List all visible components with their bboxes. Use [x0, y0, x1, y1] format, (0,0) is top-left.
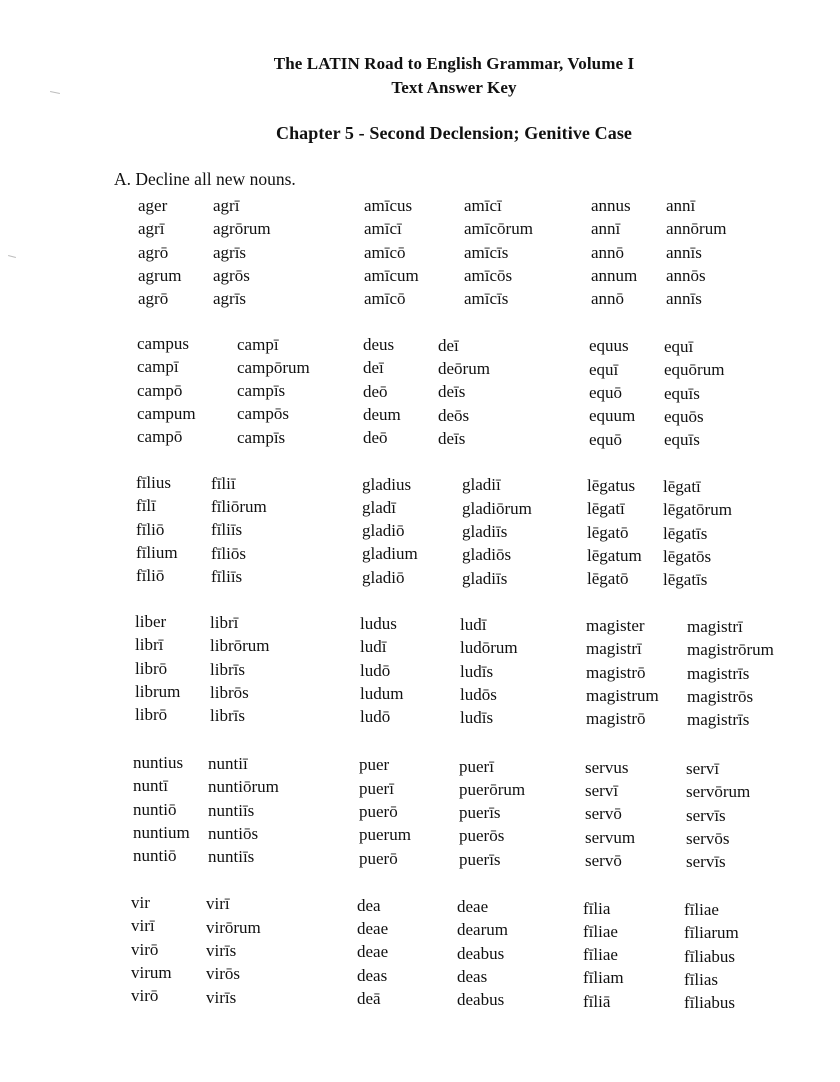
declension-row [0, 800, 840, 823]
noun-form: equus [589, 336, 629, 356]
declension-row [0, 962, 840, 989]
noun-form: librōrum [210, 636, 270, 656]
noun-form: puerī [359, 778, 394, 798]
noun-form: equīs [664, 383, 700, 403]
noun-form: equōs [664, 406, 704, 426]
noun-form: puerōrum [459, 779, 526, 799]
declension-row [0, 266, 840, 289]
noun-form: liber [135, 612, 167, 631]
noun-form: magister [586, 616, 645, 635]
declension-row [0, 404, 840, 427]
noun-form: magistrīs [687, 710, 750, 730]
declension-row [0, 566, 840, 589]
noun-form: deō [363, 428, 388, 448]
noun-form: deā [357, 988, 381, 1008]
noun-form: campīs [237, 427, 286, 447]
noun-form: gladiō [362, 567, 405, 587]
noun-form: ludīs [460, 708, 494, 728]
noun-form: ager [138, 196, 168, 215]
noun-form: fīliō [136, 519, 165, 539]
noun-form: equō [589, 429, 623, 449]
noun-form: dearum [457, 920, 508, 940]
noun-form: deas [357, 965, 388, 985]
noun-form: equōrum [664, 360, 725, 380]
noun-form: librī [135, 635, 164, 655]
noun-form: servō [585, 804, 622, 824]
declension-row [0, 893, 840, 919]
noun-form: puerō [359, 848, 398, 868]
noun-form: servum [585, 827, 636, 847]
noun-form: deō [363, 381, 388, 401]
noun-form: servī [585, 781, 619, 801]
noun-form: fīlias [684, 969, 718, 989]
noun-form: deum [363, 405, 401, 425]
noun-form: campō [137, 380, 183, 400]
noun-form: librō [135, 658, 168, 678]
noun-form: annum [591, 265, 638, 285]
noun-form: equum [589, 406, 636, 426]
noun-form: lēgatō [587, 569, 629, 589]
noun-form: lēgatī [663, 477, 701, 496]
declension-row [0, 916, 840, 943]
noun-form: puer [359, 755, 390, 775]
noun-form: amīcō [364, 289, 406, 309]
noun-form: amīcum [364, 265, 419, 285]
noun-form: annō [591, 289, 625, 309]
noun-form: equī [664, 337, 694, 356]
noun-form: fīliae [583, 921, 618, 941]
noun-form: virī [206, 894, 230, 914]
noun-form: nuntiī [208, 754, 248, 774]
noun-form: gladī [362, 497, 396, 517]
noun-form: lēgatīs [663, 570, 708, 590]
noun-form: agrī [213, 196, 240, 215]
declension-row [0, 496, 840, 519]
noun-form: amīcīs [464, 242, 509, 262]
noun-form: equīs [664, 430, 700, 450]
declension-row [0, 776, 840, 802]
noun-form: deae [357, 919, 389, 939]
noun-form: magistrōrum [687, 640, 774, 660]
noun-form: lēgatī [587, 499, 625, 519]
noun-form: magistrī [687, 617, 743, 636]
declension-row [0, 543, 840, 566]
noun-form: equī [589, 359, 619, 379]
noun-form: deōrum [438, 359, 490, 379]
noun-form: ludō [360, 660, 391, 680]
declension-row [0, 357, 840, 380]
noun-form: annī [591, 219, 621, 239]
declension-row [0, 427, 840, 450]
declension-row [0, 846, 840, 872]
noun-form: campōrum [237, 357, 310, 377]
noun-form: amīcōrum [464, 219, 533, 239]
noun-form: magistrī [586, 639, 642, 659]
noun-form: deīs [438, 428, 466, 448]
noun-form: agrō [138, 242, 169, 262]
noun-form: fīliōrum [211, 497, 267, 517]
noun-form: agrō [138, 289, 169, 309]
noun-form: fīliabus [684, 993, 735, 1013]
declension-row [0, 753, 840, 776]
noun-form: annīs [666, 242, 702, 262]
noun-form: gladiōs [462, 545, 512, 565]
noun-form: gladiīs [462, 568, 508, 588]
noun-form: virōs [206, 964, 240, 984]
declension-row [0, 520, 840, 543]
noun-form: nuntium [133, 822, 190, 842]
noun-form: campī [137, 357, 179, 377]
noun-form: librō [135, 705, 168, 725]
chapter-heading: Chapter 5 - Second Declension; Genitive Case [275, 123, 633, 143]
noun-form: fīliam [583, 968, 624, 988]
noun-form: fīliī [211, 473, 236, 493]
noun-form: ludī [360, 637, 387, 657]
noun-form: virō [131, 939, 159, 959]
noun-form: gladiīs [462, 521, 508, 541]
noun-form: nuntī [133, 776, 168, 796]
noun-form: nuntiōs [208, 824, 259, 844]
noun-form: amīcus [364, 196, 413, 215]
noun-form: amīcī [464, 196, 502, 215]
noun-form: agrum [138, 265, 182, 285]
noun-form: fīliīs [211, 566, 243, 586]
noun-form: agrīs [213, 289, 247, 309]
noun-form: ludus [360, 614, 397, 633]
noun-form: dea [357, 895, 381, 915]
noun-form: annōs [666, 265, 706, 285]
noun-form: librum [135, 681, 181, 701]
noun-form: fīlium [136, 542, 178, 562]
noun-form: lēgatus [587, 476, 636, 496]
declension-row [0, 473, 840, 496]
noun-form: lēgatō [587, 522, 629, 542]
noun-form: ludīs [460, 661, 494, 681]
noun-form: annōrum [666, 219, 727, 239]
declension-row [0, 659, 840, 682]
noun-form: fīliae [583, 945, 618, 965]
noun-form: fīliae [684, 900, 719, 919]
noun-form: fīlī [136, 496, 156, 516]
noun-form: puerīs [459, 803, 501, 823]
noun-form: agrōs [213, 265, 250, 285]
noun-form: librōs [210, 682, 249, 702]
noun-form: deī [363, 358, 384, 378]
noun-form: campus [137, 334, 189, 353]
noun-form: deas [457, 967, 488, 987]
noun-form: servō [585, 850, 622, 870]
declension-row [0, 196, 840, 219]
noun-form: ludōrum [460, 638, 518, 658]
noun-form: nuntiōrum [208, 777, 279, 797]
noun-form: deīs [438, 382, 466, 402]
noun-form: ludōs [460, 684, 497, 704]
noun-form: amīcīs [464, 289, 509, 309]
declension-row [0, 612, 840, 635]
noun-form: virōrum [206, 917, 261, 937]
declension-row [0, 986, 840, 1013]
declension-row [0, 289, 840, 312]
noun-form: nuntius [133, 753, 184, 772]
noun-form: librīs [210, 659, 245, 679]
noun-form: librī [210, 613, 239, 632]
noun-form: magistrōs [687, 686, 754, 706]
noun-form: librīs [210, 706, 245, 726]
noun-form: puerō [359, 801, 398, 821]
declension-row [0, 381, 840, 404]
noun-form: campō [137, 427, 183, 447]
noun-form: amīcōs [464, 265, 513, 285]
noun-form: magistrīs [687, 663, 750, 683]
noun-form: deabus [457, 943, 505, 963]
noun-form: fīliō [136, 566, 165, 586]
noun-form: fīliabus [684, 946, 735, 966]
declension-row [0, 635, 840, 658]
noun-form: gladius [362, 474, 412, 494]
noun-form: puerum [359, 825, 411, 845]
noun-form: virō [131, 986, 159, 1006]
noun-form: deōs [438, 405, 470, 425]
noun-form: annus [591, 196, 631, 215]
noun-form: servōrum [686, 782, 751, 802]
noun-form: annī [666, 196, 696, 215]
noun-form: lēgatōrum [663, 500, 732, 520]
noun-form: nuntiīs [208, 847, 255, 867]
noun-form: amīcī [364, 219, 402, 239]
noun-form: fīlius [136, 473, 171, 492]
noun-form: ludī [460, 615, 487, 634]
noun-form: servīs [686, 805, 726, 825]
noun-form: magistrō [586, 662, 646, 682]
noun-form: servī [686, 759, 720, 778]
noun-form: ludō [360, 707, 391, 727]
noun-form: gladiī [462, 475, 501, 495]
noun-form: gladium [362, 544, 418, 564]
noun-form: servus [585, 757, 629, 777]
document-subtitle: Text Answer Key [391, 78, 517, 97]
book-title: The LATIN Road to English Grammar, Volume I [273, 54, 635, 73]
noun-form: campī [237, 334, 279, 354]
declension-row [0, 939, 840, 966]
declension-row [0, 334, 840, 357]
noun-form: magistrō [586, 709, 646, 729]
noun-form: virī [131, 916, 155, 936]
noun-form: puerī [459, 756, 494, 776]
noun-form: agrōrum [213, 219, 271, 239]
noun-form: nuntiō [133, 846, 177, 866]
exercise-instruction: A. Decline all new nouns. [114, 169, 296, 189]
noun-form: puerōs [459, 826, 505, 846]
declension-row [0, 243, 840, 266]
declension-row [0, 682, 840, 705]
noun-form: virum [131, 962, 172, 982]
noun-form: fīliarum [684, 923, 739, 943]
noun-form: fīliōs [211, 543, 246, 563]
noun-form: lēgatum [587, 546, 642, 566]
noun-form: annō [591, 242, 625, 262]
noun-form: servīs [686, 852, 726, 872]
declension-row [0, 705, 840, 728]
noun-form: lēgatīs [663, 523, 708, 543]
noun-form: magistrum [586, 685, 659, 705]
noun-form: nuntiō [133, 799, 177, 819]
noun-form: nuntiīs [208, 800, 255, 820]
noun-form: ludum [360, 683, 404, 703]
noun-form: fīliā [583, 991, 611, 1011]
noun-form: amīcō [364, 242, 406, 262]
noun-form: campōs [237, 404, 289, 424]
noun-form: gladiōrum [462, 498, 532, 518]
noun-form: fīliīs [211, 520, 243, 540]
noun-form: puerīs [459, 849, 501, 869]
noun-form: deae [457, 897, 489, 917]
noun-form: deabus [457, 990, 505, 1010]
noun-form: lēgatōs [663, 546, 712, 566]
declension-row [0, 823, 840, 846]
noun-form: deae [357, 942, 389, 962]
noun-form: vir [131, 893, 150, 912]
noun-form: fīlia [583, 898, 611, 918]
noun-form: annīs [666, 289, 702, 309]
noun-form: equō [589, 382, 623, 402]
noun-form: agrīs [213, 242, 247, 262]
declension-row [0, 219, 840, 242]
noun-form: virīs [206, 987, 237, 1007]
noun-form: deus [363, 335, 395, 355]
noun-form: campīs [237, 381, 286, 401]
noun-form: servōs [686, 828, 730, 848]
noun-form: gladiō [362, 521, 405, 541]
noun-form: virīs [206, 940, 237, 960]
noun-form: deī [438, 335, 459, 355]
noun-form: agrī [138, 219, 165, 239]
noun-form: campum [137, 403, 196, 423]
